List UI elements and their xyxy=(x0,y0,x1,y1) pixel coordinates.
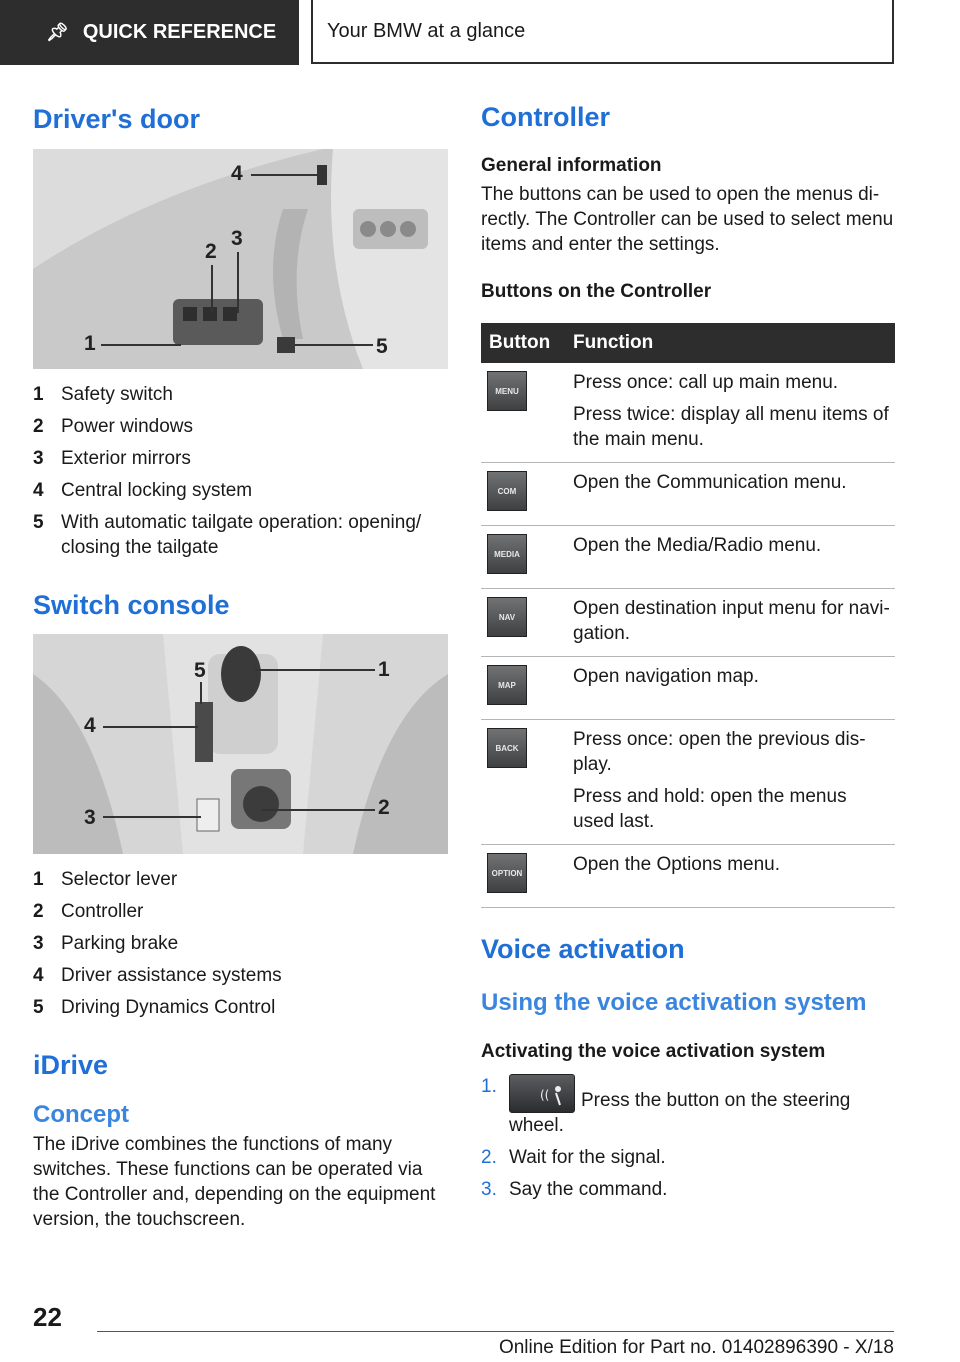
menu-button-icon: MENU xyxy=(487,371,527,411)
map-button-icon: MAP xyxy=(487,665,527,705)
concept-title: Concept xyxy=(33,1101,129,1128)
drivers-door-list xyxy=(33,382,448,560)
function-text: Open destination input menu for navi-gation. xyxy=(573,598,890,644)
table-header-row xyxy=(481,323,895,363)
left-column xyxy=(33,100,448,1232)
table-row xyxy=(481,526,895,589)
pin-icon: 📌︎ xyxy=(46,22,69,42)
table-row xyxy=(481,363,895,463)
callout-3: 3 xyxy=(231,227,243,250)
list-item: 3 Parking brake xyxy=(33,933,179,954)
drivers-door-title: Driver's door xyxy=(33,104,200,134)
callout-line-1 xyxy=(101,344,181,346)
function-text: Open the Media/Radio menu. xyxy=(573,535,822,556)
function-text: Open the Options menu. xyxy=(573,854,781,875)
list-item: 5 With automatic tailgate operation: opening/ closing the tailgate xyxy=(33,512,422,558)
callout-line-4 xyxy=(103,726,198,728)
general-information-text: The buttons can be used to open the menus di-rectly. The Controller can be used to select menu items and enter the settings. xyxy=(481,184,894,255)
page-header xyxy=(0,0,960,66)
callout-line-3 xyxy=(103,816,201,818)
callout-line-5 xyxy=(200,682,202,704)
callout-line-1 xyxy=(255,669,375,671)
back-button-icon: BACK xyxy=(487,728,527,768)
right-column xyxy=(481,100,895,1209)
general-information-title: General information xyxy=(481,155,662,176)
list-item: 4 Driver assistance systems xyxy=(33,965,282,986)
voice-subtitle: Using the voice activation system xyxy=(481,989,867,1016)
column-header-button: Button xyxy=(481,323,573,363)
option-button-icon: OPTION xyxy=(487,853,527,893)
list-item: 2 Power windows xyxy=(33,416,193,437)
list-item: 3 Exterior mirrors xyxy=(33,448,191,469)
controller-buttons-table xyxy=(481,323,895,908)
list-item: 1 Selector lever xyxy=(33,869,178,890)
table-row xyxy=(481,463,895,526)
table-row xyxy=(481,657,895,720)
voice-activation-title: Voice activation xyxy=(481,934,685,964)
concept-text: The iDrive combines the functions of many switches. These functions can be operated via the Controller and, depending on the equipment version, the touchscreen. xyxy=(33,1134,436,1230)
list-item: 5 Driving Dynamics Control xyxy=(33,997,276,1018)
quick-reference-label: QUICK REFERENCE xyxy=(82,21,277,43)
list-item: 1 Safety switch xyxy=(33,384,173,405)
controller-title: Controller xyxy=(481,102,611,132)
table-row xyxy=(481,845,895,908)
callout-line-2 xyxy=(211,265,213,313)
callout-line-5 xyxy=(295,344,373,346)
nav-button-icon: NAV xyxy=(487,597,527,637)
idrive-title: iDrive xyxy=(33,1050,109,1080)
function-text: Press once: call up main menu. xyxy=(573,372,839,393)
callout-1: 1 xyxy=(378,658,390,681)
callout-5: 5 xyxy=(376,335,388,358)
callout-5: 5 xyxy=(194,659,206,682)
list-item: 2 Controller xyxy=(33,901,144,922)
media-button-icon: MEDIA xyxy=(487,534,527,574)
callout-line-3 xyxy=(237,252,239,313)
com-button-icon: COM xyxy=(487,471,527,511)
function-text: Press and hold: open the menus used last. xyxy=(573,786,847,832)
callout-line-4 xyxy=(251,174,319,176)
list-item: 1. (( Press the button on the steering wheel. xyxy=(481,1076,851,1136)
voice-steps xyxy=(481,1074,895,1202)
edition-note: Online Edition for Part no. 01402896390 - X/18 xyxy=(498,1337,894,1358)
callout-4: 4 xyxy=(231,162,243,185)
function-text: Press twice: display all menu items of the main menu. xyxy=(573,404,889,450)
page-number: 22 xyxy=(33,1302,62,1332)
callout-line-2 xyxy=(261,809,375,811)
switch-console-title: Switch console xyxy=(33,590,230,620)
callout-3: 3 xyxy=(84,806,96,829)
svg-text:((: (( xyxy=(540,1088,550,1102)
voice-button-icon xyxy=(509,1074,575,1113)
breadcrumb-label: Your BMW at a glance xyxy=(327,19,526,42)
table-row xyxy=(481,720,895,845)
function-text: Open navigation map. xyxy=(573,666,759,687)
buttons-title: Buttons on the Controller xyxy=(481,281,712,302)
quick-reference-tab[interactable] xyxy=(0,0,299,65)
callout-4: 4 xyxy=(84,714,96,737)
list-item: 3. Say the command. xyxy=(481,1179,668,1200)
activating-title: Activating the voice activation system xyxy=(481,1041,826,1062)
breadcrumb xyxy=(311,0,894,64)
function-text: Open the Communication menu. xyxy=(573,472,847,493)
column-header-function: Function xyxy=(573,323,895,363)
switch-console-image xyxy=(33,634,448,854)
footer-divider xyxy=(97,1331,894,1332)
list-item: 4 Central locking system xyxy=(33,480,253,501)
callout-2: 2 xyxy=(205,240,217,263)
callout-1: 1 xyxy=(84,332,96,355)
table-row xyxy=(481,589,895,657)
callout-2: 2 xyxy=(378,796,390,819)
switch-console-list xyxy=(33,867,448,1020)
drivers-door-image xyxy=(33,149,448,369)
list-item: 2. Wait for the signal. xyxy=(481,1147,666,1168)
function-text: Press once: open the previous dis-play. xyxy=(573,729,866,775)
